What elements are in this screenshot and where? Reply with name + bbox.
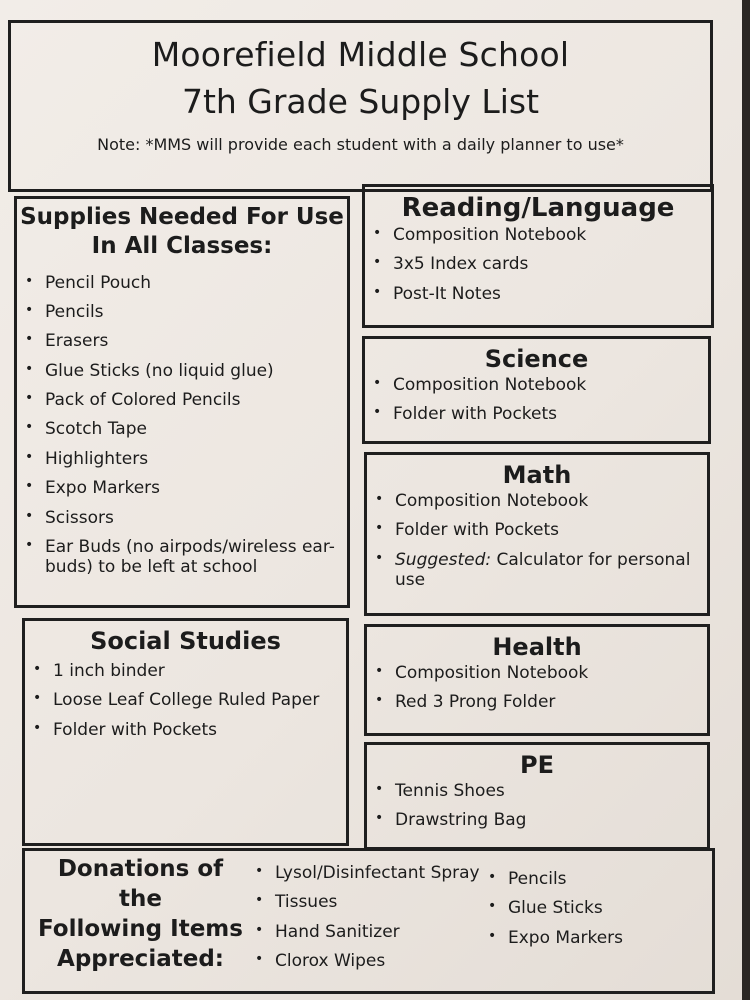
donations-heading-line3: Appreciated:	[57, 945, 224, 972]
list-item: • 1 inch binder	[25, 661, 346, 681]
science-box	[362, 336, 711, 444]
all-classes-heading	[17, 203, 347, 261]
list-item-suggested	[367, 550, 707, 591]
social-studies-box	[22, 618, 349, 846]
health-list	[367, 663, 707, 713]
all-classes-box	[14, 196, 350, 608]
reading-language-heading: Reading/Language	[401, 193, 675, 223]
list-item: • Composition Notebook	[367, 663, 707, 683]
list-item: • Clorox Wipes	[247, 951, 480, 971]
list-item: • Post-It Notes	[365, 284, 711, 304]
pe-list	[367, 781, 707, 831]
donations-heading-line2: Following Items	[38, 915, 243, 942]
donations-heading-line1: Donations of the	[57, 856, 224, 912]
list-item: • Folder with Pockets	[25, 720, 346, 740]
list-item: • Tissues	[247, 892, 480, 912]
health-heading: Health	[492, 633, 582, 661]
list-item: • Scissors	[17, 508, 347, 528]
list-item: • Folder with Pockets	[367, 520, 707, 540]
social-studies-heading: Social Studies	[90, 627, 281, 655]
all-classes-list	[17, 273, 347, 578]
list-item: • Expo Markers	[17, 478, 347, 498]
science-list	[365, 375, 708, 425]
school-name: Moorefield Middle School	[151, 35, 570, 74]
list-item: • Lysol/Disinfectant Spray	[247, 863, 480, 883]
list-item: • Ear Buds (no airpods/wireless ear-buds) to be left at school	[17, 537, 347, 578]
list-item: • Composition Notebook	[365, 375, 708, 395]
all-classes-heading-line1: Supplies Needed For Use	[20, 204, 344, 230]
list-item: • Composition Notebook	[367, 491, 707, 511]
title-box	[8, 20, 713, 192]
list-item: • Scotch Tape	[17, 419, 347, 439]
donations-list-2	[480, 869, 623, 957]
list-item: • Pencil Pouch	[17, 273, 347, 293]
list-item: • Composition Notebook	[365, 225, 711, 245]
math-heading: Math	[502, 461, 572, 489]
list-item: • Pencils	[17, 302, 347, 322]
donations-box	[22, 848, 715, 994]
math-list	[367, 491, 707, 591]
science-heading: Science	[484, 345, 589, 373]
pe-box	[364, 742, 710, 850]
suggested-label: Suggested:	[395, 549, 492, 570]
list-item: • Folder with Pockets	[365, 404, 708, 424]
list-item: • Highlighters	[17, 449, 347, 469]
reading-language-list	[365, 225, 711, 304]
suggested-text: Calculator for personal use	[395, 549, 691, 591]
all-classes-heading-line2: In All Classes:	[91, 232, 273, 259]
list-item: • Loose Leaf College Ruled Paper	[25, 690, 346, 710]
reading-language-box	[362, 184, 714, 328]
list-item: • Tennis Shoes	[367, 781, 707, 801]
list-item: • Red 3 Prong Folder	[367, 692, 707, 712]
list-item: • Glue Sticks (no liquid glue)	[17, 361, 347, 381]
list-item: • Hand Sanitizer	[247, 922, 480, 942]
health-box	[364, 624, 710, 736]
pe-heading: PE	[520, 751, 554, 779]
list-item: • Erasers	[17, 331, 347, 351]
list-item: • Glue Sticks	[480, 898, 623, 918]
list-item: • Expo Markers	[480, 928, 623, 948]
social-studies-list	[25, 661, 346, 740]
list-title: 7th Grade Supply List	[181, 82, 540, 121]
list-item: • Drawstring Bag	[367, 810, 707, 830]
donations-list-1	[247, 863, 480, 981]
donations-heading	[33, 855, 248, 975]
list-item: • 3x5 Index cards	[365, 254, 711, 274]
list-item: • Pencils	[480, 869, 623, 889]
planner-note: Note: *MMS will provide each student with a daily planner to use*	[97, 135, 624, 154]
math-box	[364, 452, 710, 616]
list-item: • Pack of Colored Pencils	[17, 390, 347, 410]
